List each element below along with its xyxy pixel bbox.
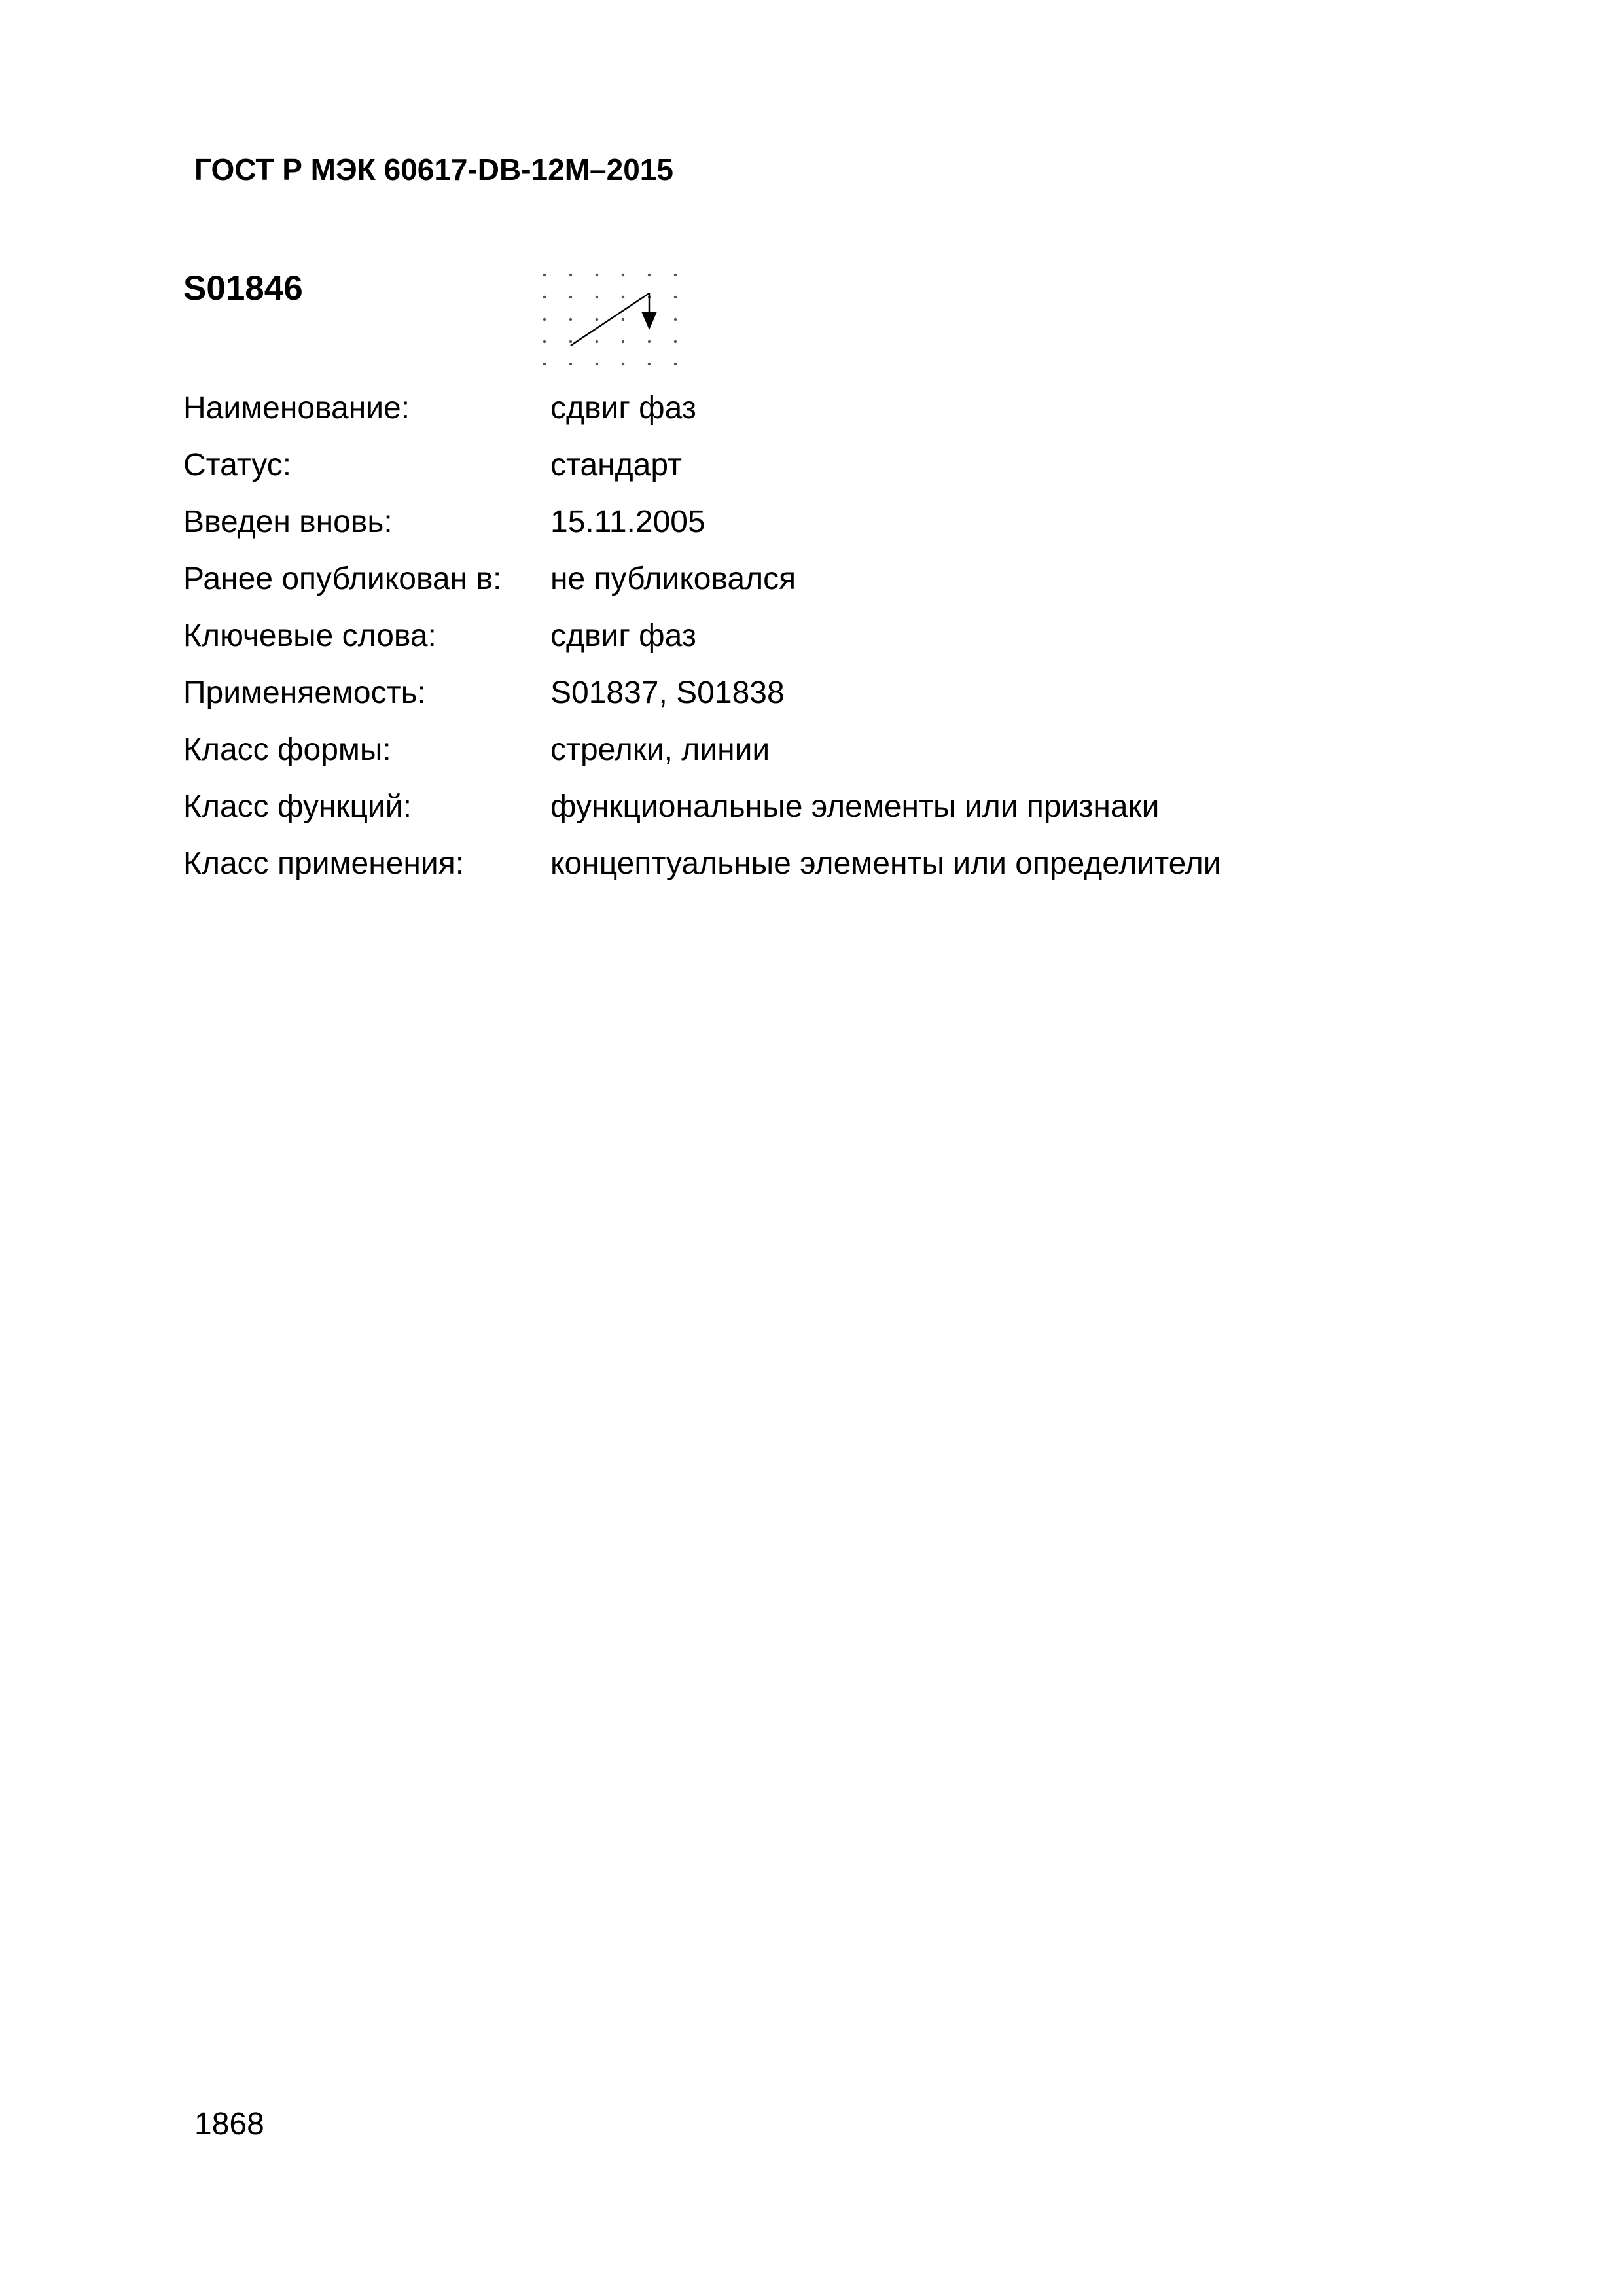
- grid-dot: [648, 363, 651, 365]
- grid-dot: [596, 274, 598, 276]
- attribute-label: Ключевые слова:: [183, 619, 437, 653]
- attribute-row-function-class: [183, 778, 1221, 835]
- attribute-value: не публиковался: [550, 562, 796, 596]
- page-number: 1868: [194, 2107, 264, 2142]
- grid-dot: [596, 296, 598, 298]
- attribute-row-keywords: [183, 607, 1221, 664]
- attribute-row-application-class: [183, 835, 1221, 892]
- grid-dot: [569, 363, 572, 365]
- grid-dot: [674, 363, 677, 365]
- attribute-value: S01837, S01838: [550, 675, 785, 710]
- attribute-label: Класс применения:: [183, 846, 465, 881]
- grid-dot: [648, 274, 651, 276]
- grid-dot: [622, 318, 624, 321]
- grid-dot: [543, 363, 546, 365]
- attribute-value: 15.11.2005: [550, 505, 705, 539]
- grid-dot: [569, 296, 572, 298]
- symbol-id: S01846: [183, 269, 303, 308]
- attribute-value: стандарт: [550, 448, 682, 482]
- attribute-value: концептуальные элементы или определители: [550, 846, 1221, 881]
- document-header: ГОСТ Р МЭК 60617-DB-12M–2015: [194, 152, 673, 187]
- grid-dot: [674, 340, 677, 343]
- grid-dot: [648, 340, 651, 343]
- grid-dot: [674, 318, 677, 321]
- attribute-label: Класс функций:: [183, 789, 412, 824]
- grid-dot: [674, 274, 677, 276]
- grid-dot: [622, 340, 624, 343]
- attribute-value: сдвиг фаз: [550, 391, 696, 425]
- grid-dot: [543, 296, 546, 298]
- symbol-attributes-table: [183, 380, 1221, 892]
- grid-dot: [569, 340, 572, 343]
- grid-dot: [622, 363, 624, 365]
- grid-dot: [543, 340, 546, 343]
- attribute-row-name: [183, 380, 1221, 437]
- grid-dot: [543, 318, 546, 321]
- grid-dot: [543, 274, 546, 276]
- attribute-value: функциональные элементы или признаки: [550, 789, 1160, 824]
- attribute-label: Класс формы:: [183, 732, 391, 767]
- attribute-label: Введен вновь:: [183, 505, 393, 539]
- grid-dot: [596, 363, 598, 365]
- attribute-label: Статус:: [183, 448, 292, 482]
- grid-dot: [569, 318, 572, 321]
- grid-dot: [596, 340, 598, 343]
- attribute-row-shape-class: [183, 721, 1221, 778]
- grid-dot: [674, 296, 677, 298]
- attribute-value: сдвиг фаз: [550, 619, 696, 653]
- attribute-label: Ранее опубликован в:: [183, 562, 502, 596]
- grid-dot: [596, 318, 598, 321]
- attribute-label: Применяемость:: [183, 675, 426, 710]
- attribute-row-previously-published: [183, 550, 1221, 607]
- attribute-row-status: [183, 437, 1221, 493]
- attribute-value: стрелки, линии: [550, 732, 770, 767]
- grid-dot: [622, 296, 624, 298]
- grid-dot: [569, 274, 572, 276]
- attribute-label: Наименование:: [183, 391, 410, 425]
- grid-dot: [622, 274, 624, 276]
- attribute-row-introduced: [183, 493, 1221, 550]
- attribute-row-applicability: [183, 664, 1221, 721]
- phase-shift-symbol-icon: [537, 267, 687, 372]
